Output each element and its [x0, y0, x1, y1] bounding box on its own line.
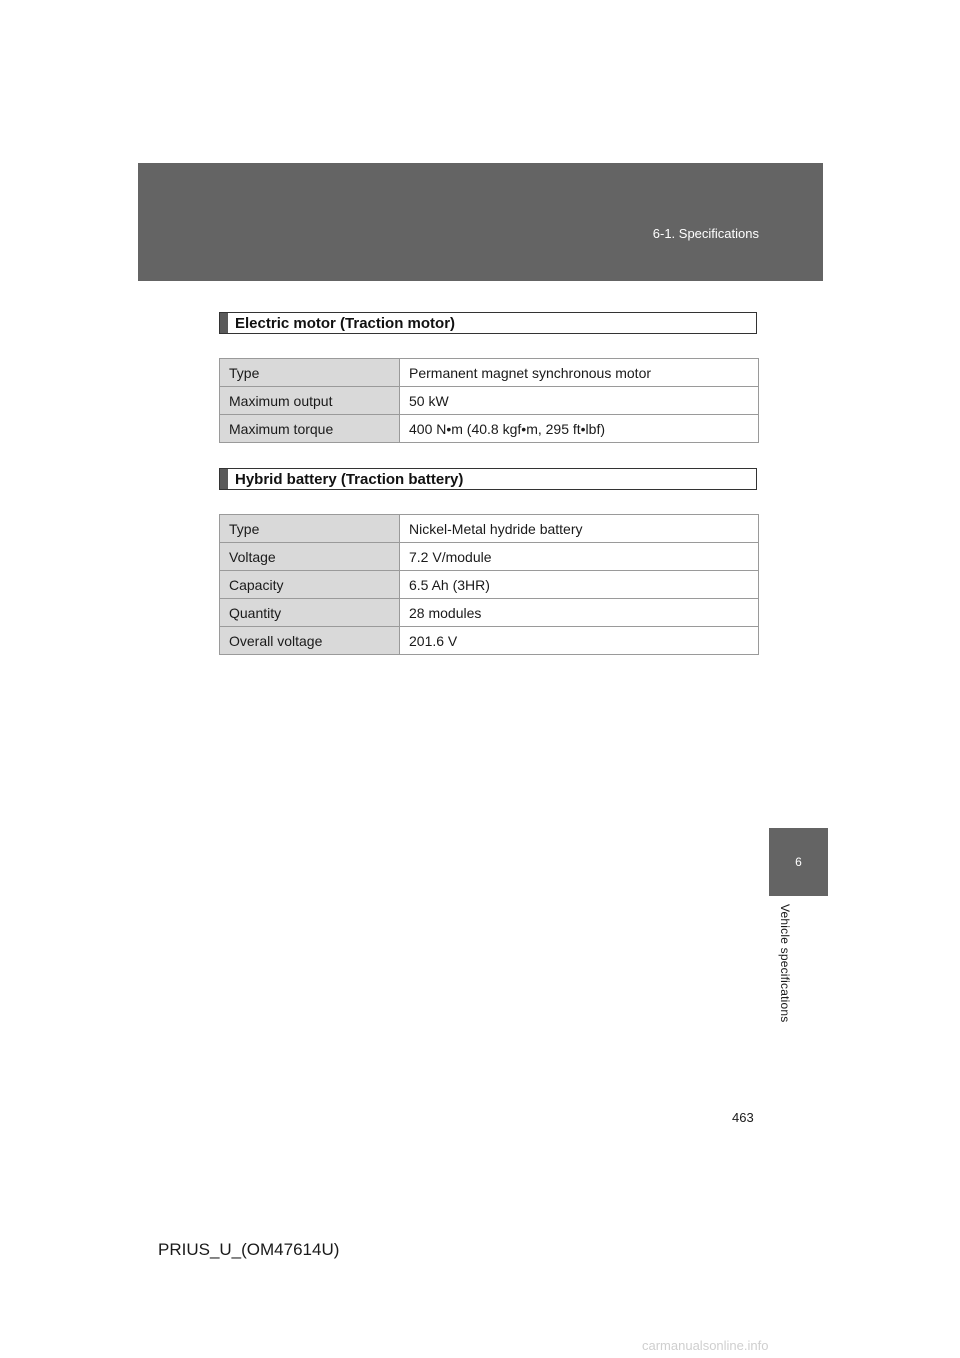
row-value: Permanent magnet synchronous motor	[400, 359, 759, 387]
row-label: Type	[220, 515, 400, 543]
row-value: Nickel-Metal hydride battery	[400, 515, 759, 543]
table-row	[220, 515, 759, 543]
table-row	[220, 599, 759, 627]
section-title-hybrid-battery	[219, 468, 757, 490]
row-label: Maximum torque	[220, 415, 400, 443]
page-number: 463	[732, 1110, 754, 1125]
row-label: Overall voltage	[220, 627, 400, 655]
row-value: 28 modules	[400, 599, 759, 627]
row-label: Capacity	[220, 571, 400, 599]
row-value: 7.2 V/module	[400, 543, 759, 571]
table-row	[220, 415, 759, 443]
watermark[interactable]: carmanualsonline.info	[642, 1338, 769, 1353]
chapter-number: 6	[795, 855, 802, 869]
section-title-electric-motor	[219, 312, 757, 334]
table-row	[220, 571, 759, 599]
header-band	[138, 163, 823, 281]
section-title-text: Electric motor (Traction motor)	[235, 314, 456, 332]
row-label: Voltage	[220, 543, 400, 571]
section-title-bar	[220, 469, 228, 489]
section-title-bar	[220, 313, 228, 333]
section-title-text: Hybrid battery (Traction battery)	[235, 470, 464, 488]
chapter-tab	[769, 828, 828, 896]
hybrid-battery-spec-table	[219, 514, 759, 655]
row-value: 50 kW	[400, 387, 759, 415]
section-heading: 6-1. Specifications	[652, 226, 759, 241]
chapter-label: Vehicle specifications	[778, 904, 792, 1023]
footer-code: PRIUS_U_(OM47614U)	[158, 1240, 340, 1259]
row-label: Quantity	[220, 599, 400, 627]
electric-motor-spec-table	[219, 358, 759, 443]
table-row	[220, 543, 759, 571]
table-row	[220, 627, 759, 655]
table-row	[220, 387, 759, 415]
row-label: Maximum output	[220, 387, 400, 415]
table-row	[220, 359, 759, 387]
row-label: Type	[220, 359, 400, 387]
row-value: 6.5 Ah (3HR)	[400, 571, 759, 599]
row-value: 201.6 V	[400, 627, 759, 655]
row-value: 400 N•m (40.8 kgf•m, 295 ft•lbf)	[400, 415, 759, 443]
